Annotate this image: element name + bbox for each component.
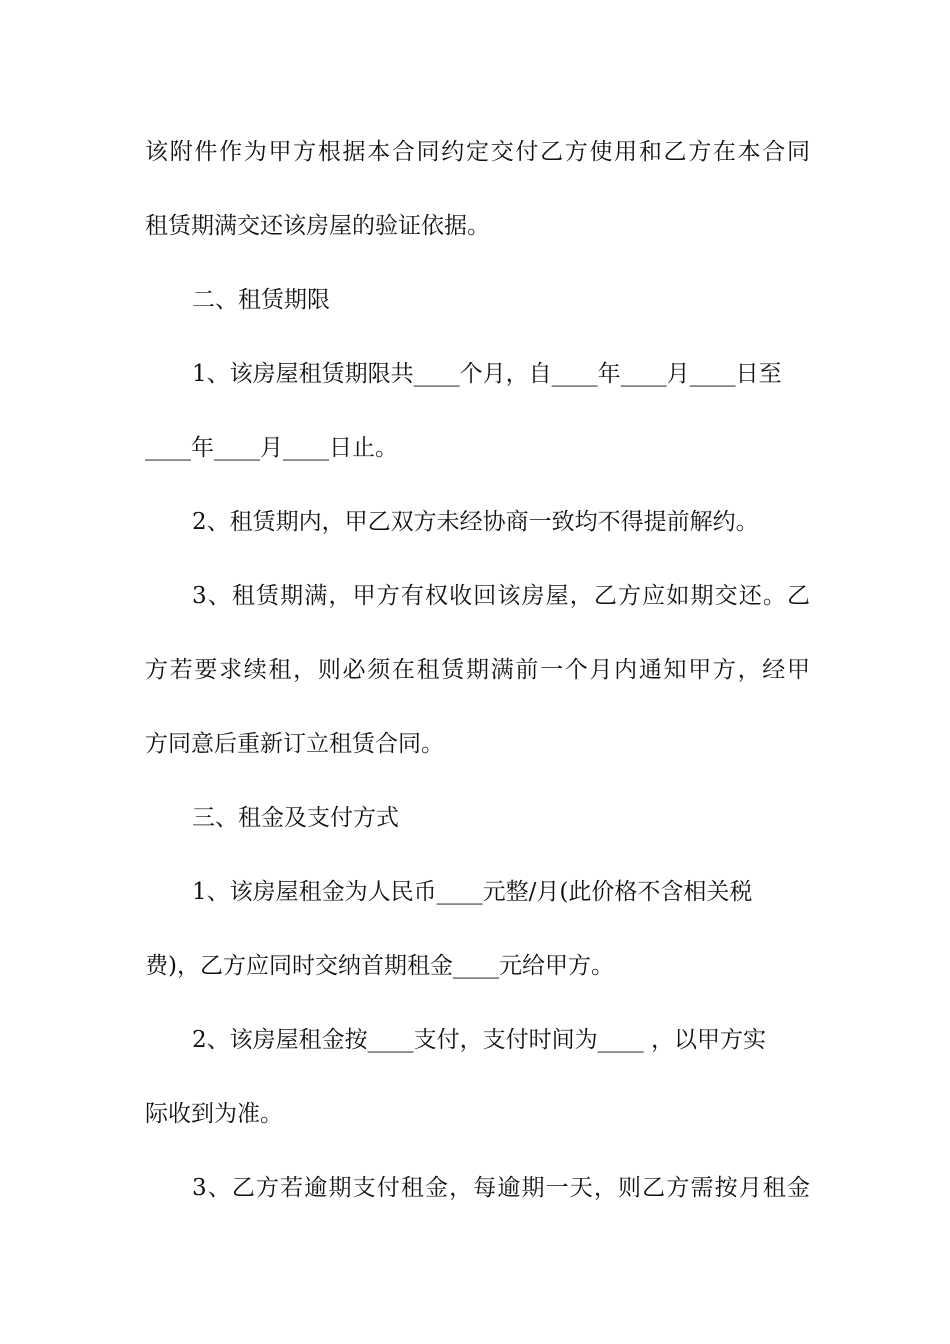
paragraph-line: 租赁期满交还该房屋的验证依据。: [145, 213, 490, 239]
paragraph-line: 3、租赁期满，甲方有权收回该房屋，乙方应如期交还。乙: [192, 583, 810, 609]
paragraph-line: 该附件作为甲方根据本合同约定交付乙方使用和乙方在本合同: [145, 139, 810, 165]
paragraph-line: ____年____月____日止。: [145, 435, 398, 461]
paragraph-line: 1、该房屋租赁期限共____个月，自____年____月____日至: [192, 361, 782, 387]
paragraph-line: 方同意后重新订立租赁合同。: [145, 731, 444, 757]
paragraph-line: 1、该房屋租金为人民币____元整/月(此价格不含相关税: [192, 879, 753, 905]
paragraph-line: 方若要求续租，则必须在租赁期满前一个月内通知甲方，经甲: [145, 657, 810, 683]
paragraph-line: 2、租赁期内，甲乙双方未经协商一致均不得提前解约。: [192, 509, 759, 535]
paragraph-line: 际收到为准。: [145, 1101, 283, 1127]
paragraph-line: 费)，乙方应同时交纳首期租金____元给甲方。: [145, 953, 614, 979]
section-heading: 二、租赁期限: [192, 287, 330, 313]
paragraph-line: 2、该房屋租金按____支付，支付时间为____ ，以甲方实: [192, 1027, 766, 1053]
paragraph-line: 3、乙方若逾期支付租金，每逾期一天，则乙方需按月租金: [192, 1175, 810, 1201]
section-heading: 三、租金及支付方式: [192, 805, 399, 831]
